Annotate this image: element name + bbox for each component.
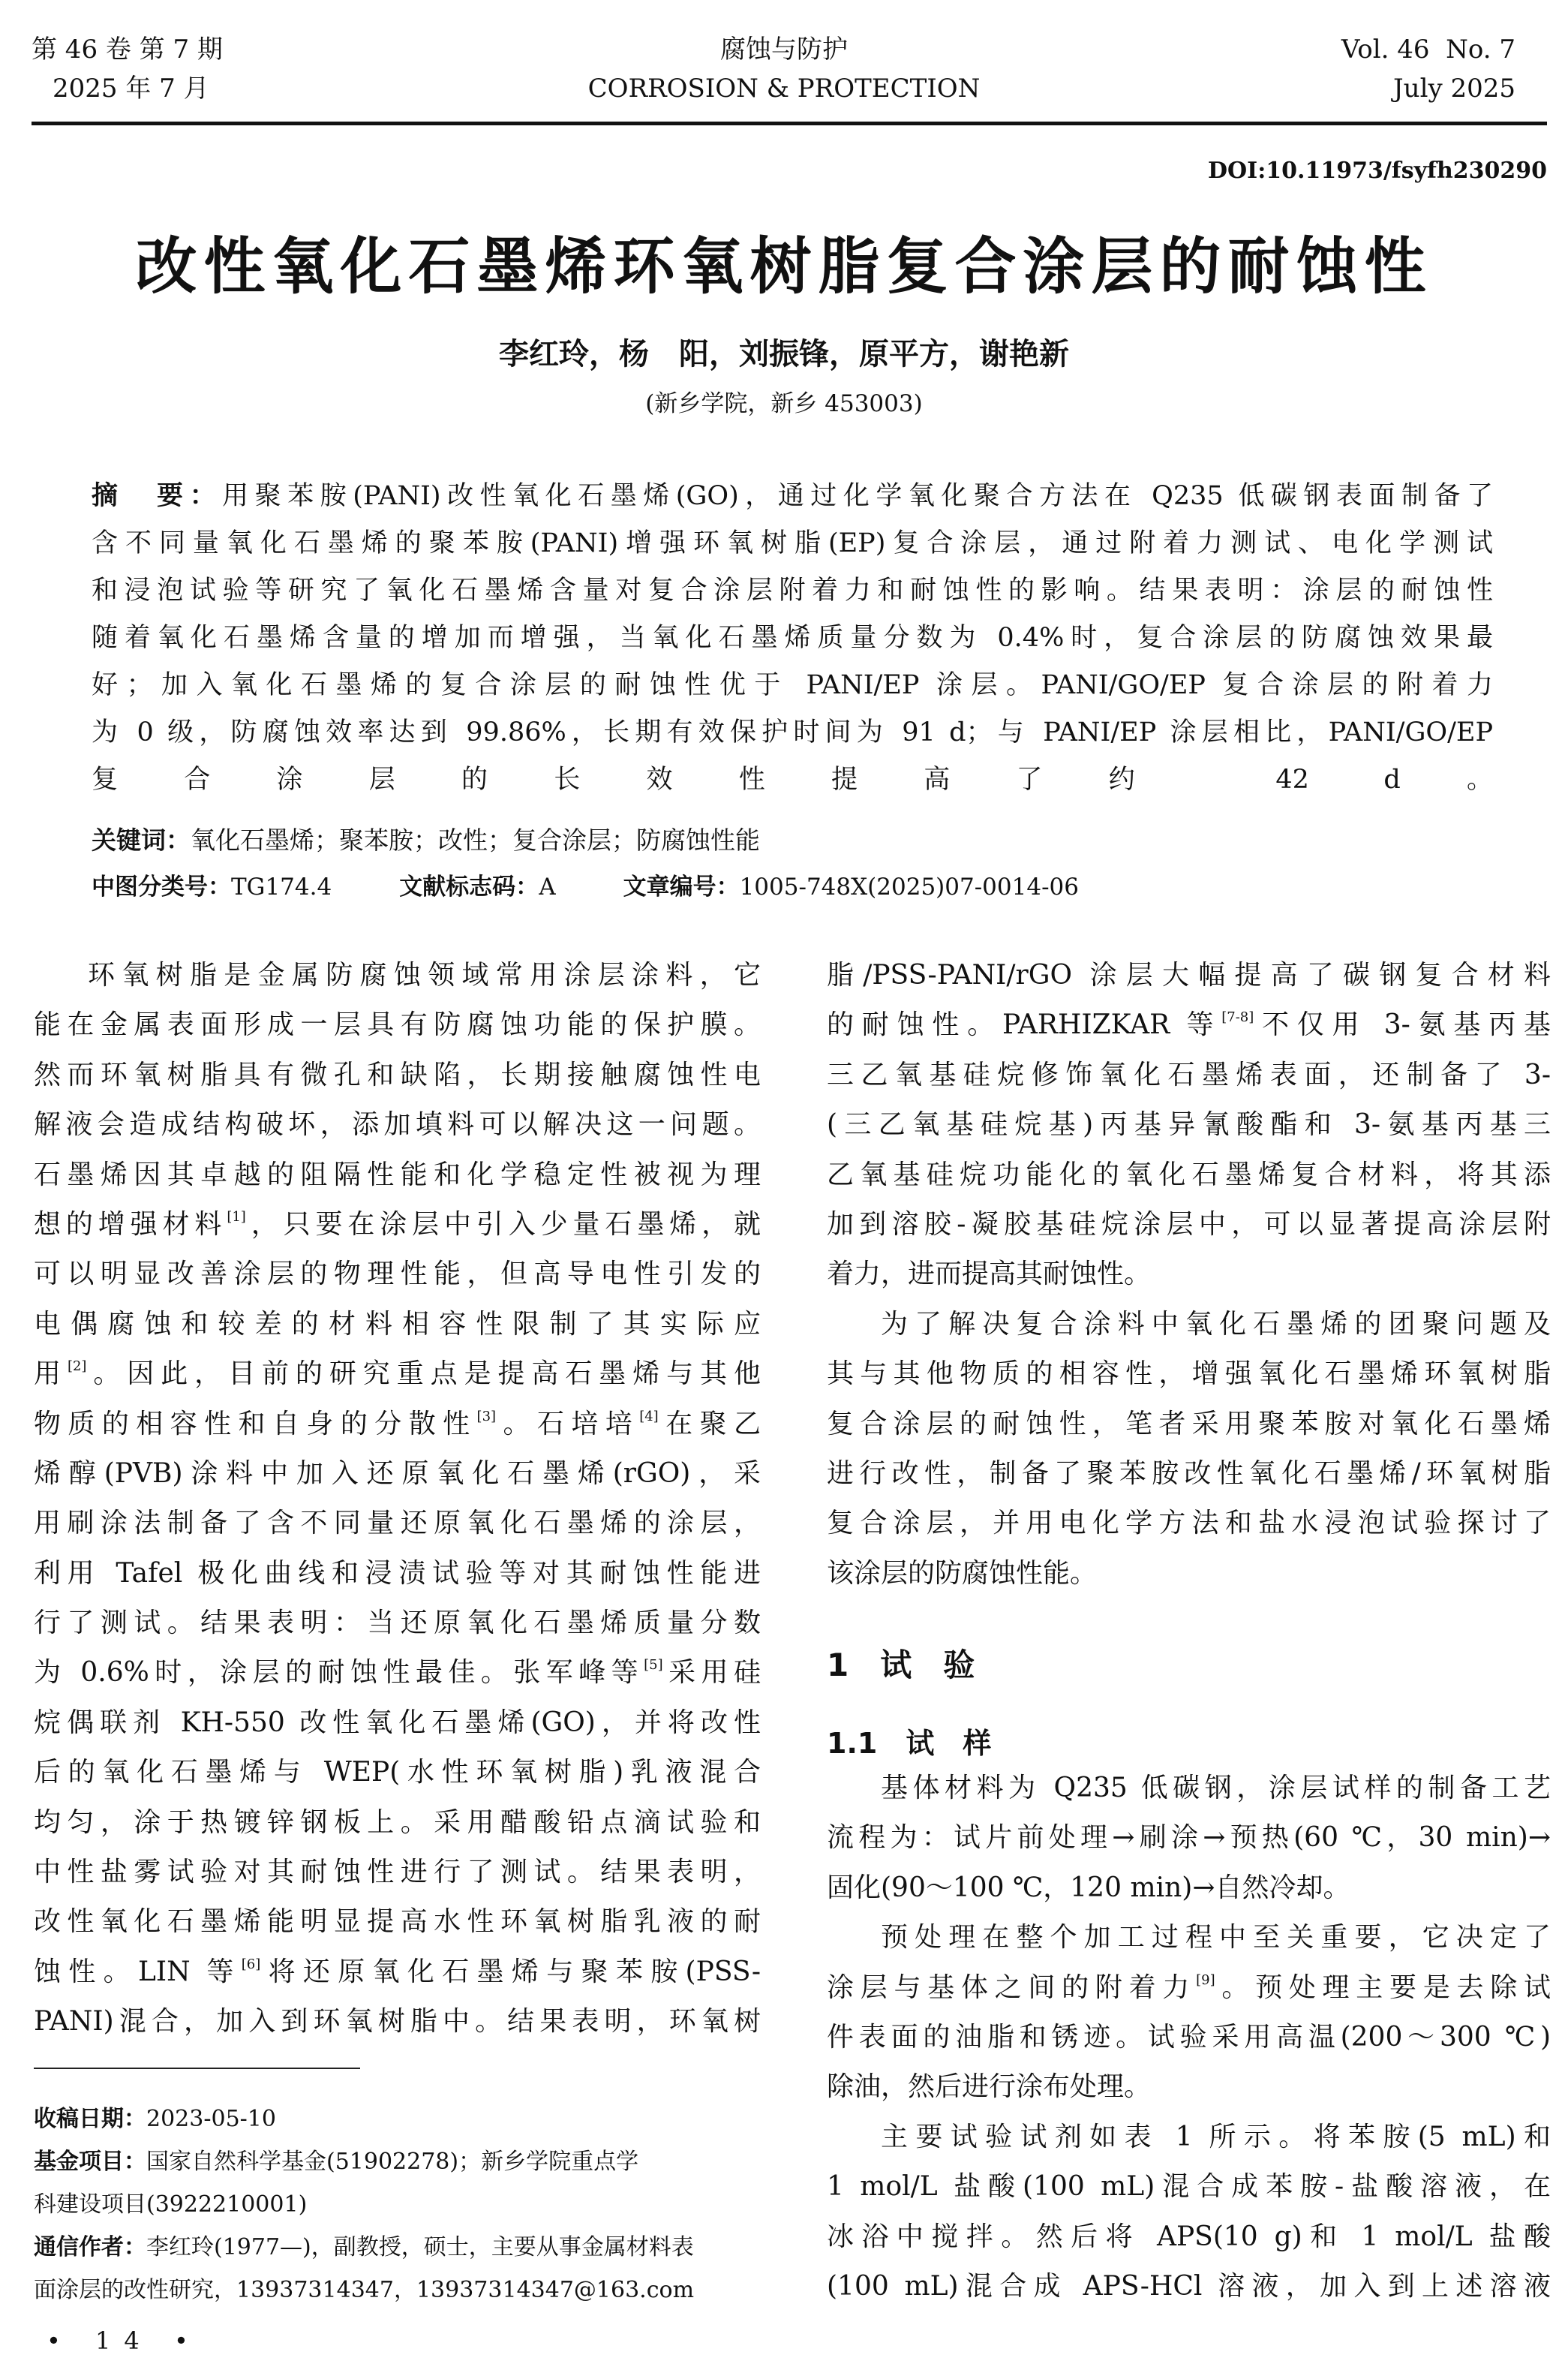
date-en: July 2025 [1393, 74, 1515, 104]
text-line: 固化(90～100 ℃，120 min)→自然冷却。 [827, 1872, 1350, 1903]
journal-issue-en [1341, 30, 1515, 108]
keywords-value: 氧化石墨烯；聚苯胺；改性；复合涂层；防腐蚀性能 [191, 826, 760, 855]
paragraph-reagents [827, 2113, 1551, 2312]
text-line: 中性盐雾试验对其耐蚀性进行了测试。结果表明， [34, 1857, 761, 1888]
keywords-label: 关键词： [92, 826, 191, 855]
text-line: 着力，进而提高其耐蚀性。 [827, 1259, 1152, 1290]
text-line: 可以明显改善涂层的物理性能，但高导电性引发的 [34, 1259, 761, 1290]
text-line: 进行改性，制备了聚苯胺改性氧化石墨烯/环氧树脂 [827, 1457, 1551, 1489]
text-line: 涂层与基体之间的附着力[9]。预处理主要是去除试 [827, 1971, 1551, 2003]
footnote-rule [34, 2068, 360, 2069]
citation-ref[interactable]: [5] [644, 1657, 663, 1674]
paragraph-intro-cont [827, 951, 1551, 1300]
paragraph-intro [34, 951, 761, 2047]
text-line: 冰浴中搅拌。然后将 APS(10 g)和 1 mol/L 盐酸 [827, 2221, 1551, 2252]
citation-ref[interactable]: [3] [476, 1408, 497, 1424]
received-value: 2023-05-10 [146, 2106, 276, 2132]
fund-line-2: 科建设项目(3922210001) [34, 2191, 308, 2218]
right-column-section [827, 1764, 1551, 2311]
citation-ref[interactable]: [6] [241, 1956, 261, 1972]
text-line: 烷偶联剂 KH-550 改性氧化石墨烯(GO)，并将改性 [34, 1707, 761, 1738]
text-line: 解液会造成结构破坏，添加填料可以解决这一问题。 [34, 1109, 761, 1141]
text-line: 三乙氧基硅烷修饰氧化石墨烯表面，还制备了 3- [827, 1059, 1551, 1090]
journal-name [0, 30, 1568, 108]
section-heading-1-1: 1.1 试 样 [827, 1727, 992, 1760]
footnotes [34, 2098, 769, 2311]
abstract-label: 摘 要： [92, 481, 223, 511]
date-cn: 2025 年 7 月 [53, 74, 209, 104]
text-line: 利用 Tafel 极化曲线和浸渍试验等对其耐蚀性能进 [34, 1557, 761, 1589]
corresponding-author-label: 通信作者： [34, 2234, 146, 2260]
author-value-1: 李红玲(1977—)，副教授，硕士，主要从事金属材料表 [146, 2234, 694, 2260]
classification-line [92, 866, 1079, 908]
paragraph-aim [827, 1300, 1551, 1599]
text-line: 好；加入氧化石墨烯的复合涂层的耐蚀性优于 PANI/EP 涂层。PANI/GO/EP 复合涂层的附着力 [92, 670, 1493, 700]
doc-code-label: 文献标志码： [399, 874, 539, 901]
affiliation: (新乡学院，新乡 453003) [645, 390, 923, 417]
right-column [827, 951, 1551, 1599]
author-line-1 [34, 2226, 769, 2269]
text-line: 流程为：试片前处理→刷涂→预热(60 ℃，30 min)→ [827, 1822, 1551, 1854]
text-line: 脂/PSS-PANI/rGO 涂层大幅提高了碳钢复合材料 [827, 960, 1551, 991]
text-line: 物质的相容性和自身的分散性[3]。石培培[4]在聚乙 [34, 1408, 761, 1439]
text-line: 该涂层的防腐蚀性能。 [827, 1557, 1098, 1589]
volume-issue-en: Vol. 46 No. 7 [1341, 35, 1515, 65]
clc-label: 中图分类号： [92, 874, 231, 901]
text-line: (100 mL)混合成 APS-HCl 溶液，加入到上述溶液 [827, 2270, 1551, 2302]
abstract-text [92, 473, 1493, 804]
volume-issue-cn: 第 46 卷 第 7 期 [32, 35, 223, 65]
text-line: 含不同量氧化石墨烯的聚苯胺(PANI)增强环氧树脂(EP)复合涂层，通过附着力测试、电化学测试 [92, 528, 1493, 558]
text-line: 主要试验试剂如表 1 所示。将苯胺(5 mL)和 [881, 2121, 1551, 2152]
text-line: PANI)混合，加入到环氧树脂中。结果表明，环氧树 [34, 2006, 761, 2038]
text-line: 其与其他物质的相容性，增强氧化石墨烯环氧树脂 [827, 1358, 1551, 1390]
citation-ref[interactable]: [1] [227, 1208, 246, 1225]
received-date [34, 2098, 769, 2140]
page-number: • 14 • [47, 2326, 202, 2355]
text-line: 能在金属表面形成一层具有防腐蚀功能的保护膜。 [34, 1009, 761, 1041]
text-line: 摘 要：用聚苯胺(PANI)改性氧化石墨烯(GO)，通过化学氧化聚合方法在 Q235 低碳钢表面制备了 [92, 481, 1493, 511]
section-heading-1: 1 试 验 [827, 1647, 975, 1683]
text-line: 和浸泡试验等研究了氧化石墨烯含量对复合涂层附着力和耐蚀性的影响。结果表明：涂层的耐蚀性 [92, 576, 1493, 606]
text-line: 的耐蚀性。PARHIZKAR 等[7-8]不仅用 3-氨基丙基 [827, 1009, 1551, 1041]
article-no-value: 1005-748X(2025)07-0014-06 [739, 874, 1079, 901]
doc-code-value: A [539, 874, 556, 901]
doi[interactable]: DOI:10.11973/fsyfh230290 [1208, 158, 1547, 184]
text-line: 加到溶胶-凝胶基硅烷涂层中，可以显著提高涂层附 [827, 1208, 1551, 1240]
text-line: 1 mol/L 盐酸(100 mL)混合成苯胺-盐酸溶液，在 [827, 2171, 1551, 2203]
text-line: 改性氧化石墨烯能明显提高水性环氧树脂乳液的耐 [34, 1906, 761, 1938]
paragraph-pretreatment [827, 1913, 1551, 2113]
fund-value-1: 国家自然科学基金(51902278)；新乡学院重点学 [146, 2149, 639, 2175]
citation-ref[interactable]: [2] [67, 1358, 87, 1374]
fund-line-1 [34, 2140, 769, 2183]
text-line: 环氧树脂是金属防腐蚀领域常用涂层涂料，它 [88, 960, 761, 991]
text-line: 均匀，涂于热镀锌钢板上。采用醋酸铅点滴试验和 [34, 1806, 761, 1838]
text-line: 用刷涂法制备了含不同量还原氧化石墨烯的涂层， [34, 1508, 761, 1539]
text-line: 用[2]。因此，目前的研究重点是提高石墨烯与其他 [34, 1358, 761, 1390]
text-line: 随着氧化石墨烯含量的增加而增强，当氧化石墨烯质量分数为 0.4%时，复合涂层的防腐蚀效果最 [92, 623, 1493, 653]
text-line: 想的增强材料[1]，只要在涂层中引入少量石墨烯，就 [34, 1208, 761, 1240]
abstract [92, 473, 1493, 804]
clc-value: TG174.4 [231, 874, 332, 901]
text-line: 预处理在整个加工过程中至关重要，它决定了 [881, 1922, 1551, 1953]
header-rule [32, 122, 1547, 125]
text-line: (三乙氧基硅烷基)丙基异氰酸酯和 3-氨基丙基三 [827, 1109, 1551, 1141]
left-column [34, 951, 761, 2047]
text-line: 然而环氧树脂具有微孔和缺陷，长期接触腐蚀性电 [34, 1059, 761, 1090]
text-line: 复合涂层的耐蚀性，笔者采用聚苯胺对氧化石墨烯 [827, 1408, 1551, 1439]
author-line-2[interactable]: 面涂层的改性研究，13937314347，13937314347@163.com [34, 2277, 695, 2303]
text-line: 复合涂层，并用电化学方法和盐水浸泡试验探讨了 [827, 1508, 1551, 1539]
journal-name-en: CORROSION & PROTECTION [587, 74, 981, 104]
article-title: 改性氧化石墨烯环氧树脂复合涂层的耐蚀性 [135, 231, 1433, 302]
received-label: 收稿日期： [34, 2106, 146, 2132]
keywords [92, 820, 760, 862]
citation-ref[interactable]: [7-8] [1221, 1009, 1254, 1026]
fund-label: 基金项目： [34, 2149, 146, 2175]
text-line: 石墨烯因其卓越的阻隔性能和化学稳定性被视为理 [34, 1159, 761, 1190]
paragraph-substrate [827, 1764, 1551, 1913]
citation-ref[interactable]: [9] [1196, 1971, 1215, 1988]
text-line: 为 0.6%时，涂层的耐蚀性最佳。张军峰等[5]采用硅 [34, 1657, 761, 1689]
text-line: 为 0 级，防腐蚀效率达到 99.86%，长期有效保护时间为 91 d；与 PANI/EP 涂层相比，PANI/GO/EP [92, 717, 1493, 747]
text-line: 件表面的油脂和锈迹。试验采用高温(200～300 ℃) [827, 2021, 1551, 2053]
article-no-label: 文章编号： [623, 874, 740, 901]
text-line: 行了测试。结果表明：当还原氧化石墨烯质量分数 [34, 1608, 761, 1639]
text-line: 乙氧基硅烷功能化的氧化石墨烯复合材料，将其添 [827, 1159, 1551, 1190]
text-line: 电偶腐蚀和较差的材料相容性限制了其实际应 [34, 1308, 761, 1340]
text-line: 为了解决复合涂料中氧化石墨烯的团聚问题及 [881, 1308, 1551, 1340]
text-line: 除油，然后进行涂布处理。 [827, 2071, 1152, 2103]
text-line: 复合涂层的长效性提高了约 42 d。 [92, 765, 1493, 795]
authors: 李红玲，杨 阳，刘振锋，原平方，谢艳新 [499, 337, 1069, 371]
text-line: 基体材料为 Q235 低碳钢，涂层试样的制备工艺 [881, 1773, 1551, 1803]
text-line: 后的氧化石墨烯与 WEP(水性环氧树脂)乳液混合 [34, 1757, 761, 1788]
text-line: 蚀性。LIN 等[6]将还原氧化石墨烯与聚苯胺(PSS- [34, 1956, 761, 1987]
text-line: 烯醇(PVB)涂料中加入还原氧化石墨烯(rGO)，采 [34, 1457, 761, 1489]
citation-ref[interactable]: [4] [639, 1408, 659, 1424]
journal-name-cn: 腐蚀与防护 [720, 35, 848, 65]
